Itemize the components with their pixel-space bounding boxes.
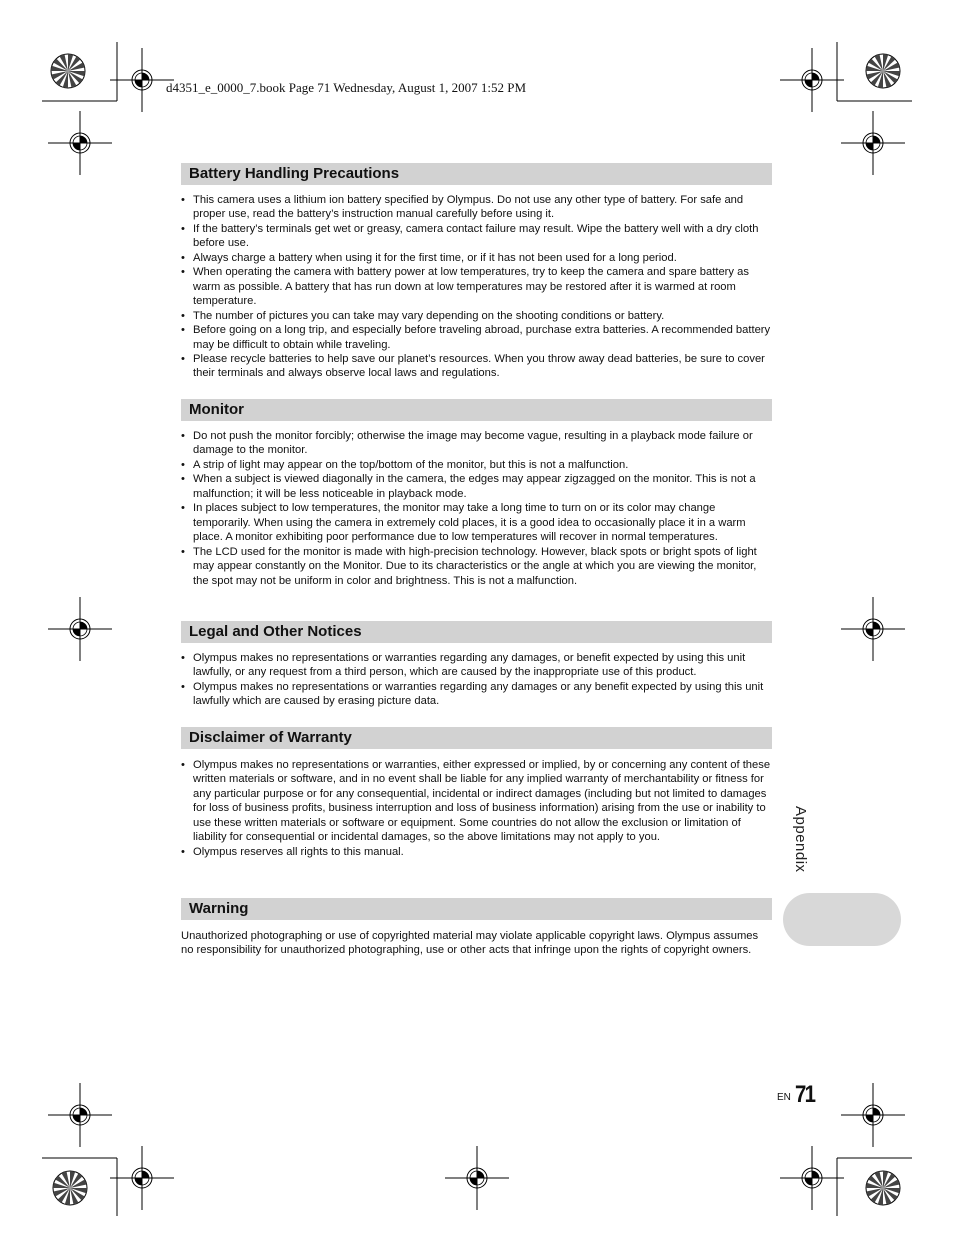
appendix-label: Appendix bbox=[792, 806, 809, 873]
disclaimer-list bbox=[181, 758, 773, 859]
appendix-tab bbox=[783, 893, 901, 946]
section-header-legal bbox=[181, 621, 772, 643]
list-item: • A strip of light may appear on the top/bottom of the monitor, but this is not a malfunction. bbox=[181, 458, 773, 472]
list-item: • The LCD used for the monitor is made with high-precision technology. However, black spots or bright spots of light may appear constantly on the Monitor. Due to its characteristics or the angle at which you are viewing the monitor, the spot may not be uniform in color and brightness. This is not a malfunction. bbox=[181, 545, 773, 588]
list-item: • This camera uses a lithium ion battery specified by Olympus. Do not use any other type of battery. For safe and proper use, read the battery’s instruction manual carefully before using it. bbox=[181, 193, 773, 222]
list-item: • Olympus reserves all rights to this manual. bbox=[181, 845, 773, 859]
section-title: Disclaimer of Warranty bbox=[189, 729, 352, 746]
section-header-warning bbox=[181, 898, 772, 920]
section-header-disclaimer bbox=[181, 727, 772, 749]
list-item: • When a subject is viewed diagonally in the camera, the edges may appear zigzagged on the monitor. This is not a malfunction; it will be less noticeable in playback mode. bbox=[181, 472, 773, 501]
page-language: EN bbox=[777, 1092, 791, 1103]
section-title: Legal and Other Notices bbox=[189, 623, 362, 640]
list-item: • Olympus makes no representations or warranties, either expressed or implied, by or concerning any content of these written materials or software, and in no event shall be liable for any implied warranty of merchantability or fitness for any particular purpose or for any consequential, incidental or indirect damages (including but not limited to damages for loss of business profits, business interruption and loss of business information) arising from the use or inability to use these written materials or software or equipment. Some countries do not allow the exclusion or limitation of liability for consequential or incidental damages, so the above limitations may not apply to you. bbox=[181, 758, 773, 845]
warning-text: Unauthorized photographing or use of copyrighted material may violate applicable copyright laws. Olympus assumes no responsibility for unauthorized photographing, use or other acts that infringe upon the rights of copyright owners. bbox=[181, 930, 759, 957]
list-item: • Please recycle batteries to help save our planet’s resources. When you throw away dead batteries, be sure to cover their terminals and always observe local laws and regulations. bbox=[181, 352, 773, 381]
section-title: Monitor bbox=[189, 401, 244, 418]
legal-list bbox=[181, 651, 773, 709]
section-title: Warning bbox=[189, 900, 249, 917]
list-item: • Before going on a long trip, and especially before traveling abroad, purchase extra batteries. A recommended battery may be difficult to obtain while traveling. bbox=[181, 323, 773, 352]
section-title: Battery Handling Precautions bbox=[189, 165, 400, 182]
battery-list bbox=[181, 193, 773, 381]
list-item: • When operating the camera with battery power at low temperatures, try to keep the camera and spare battery as warm as possible. A battery that has run down at low temperatures may be restored after it is warmed at room temperature. bbox=[181, 265, 773, 308]
list-item: • In places subject to low temperatures, the monitor may take a long time to turn on or its color may change temporarily. When using the camera in extremely cold places, it is a good idea to occasionally place it in a warm place. A monitor exhibiting poor performance due to low temperatures will recover in normal temperatures. bbox=[181, 501, 773, 544]
list-item: • Do not push the monitor forcibly; otherwise the image may become vague, resulting in a playback mode failure or damage to the monitor. bbox=[181, 429, 773, 458]
list-item: • The number of pictures you can take may vary depending on the shooting conditions or battery. bbox=[181, 309, 773, 323]
list-item: • Olympus makes no representations or warranties regarding any damages, or benefit expected by using this unit lawfully, or any request from a third person, which are caused by the inappropriate use of this product. bbox=[181, 651, 773, 680]
monitor-list bbox=[181, 429, 773, 588]
list-item: • Always charge a battery when using it for the first time, or if it has not been used for a long period. bbox=[181, 251, 773, 265]
section-header-monitor bbox=[181, 399, 772, 421]
list-item: • If the battery’s terminals get wet or greasy, camera contact failure may result. Wipe the battery well with a dry cloth before use. bbox=[181, 222, 773, 251]
page-number: 71 bbox=[795, 1081, 815, 1108]
section-header-battery bbox=[181, 163, 772, 185]
list-item: • Olympus makes no representations or warranties regarding any damages or any benefit expected by using this unit lawfully which are caused by erasing picture data. bbox=[181, 680, 773, 709]
print-header: d4351_e_0000_7.book Page 71 Wednesday, August 1, 2007 1:52 PM bbox=[166, 80, 527, 95]
